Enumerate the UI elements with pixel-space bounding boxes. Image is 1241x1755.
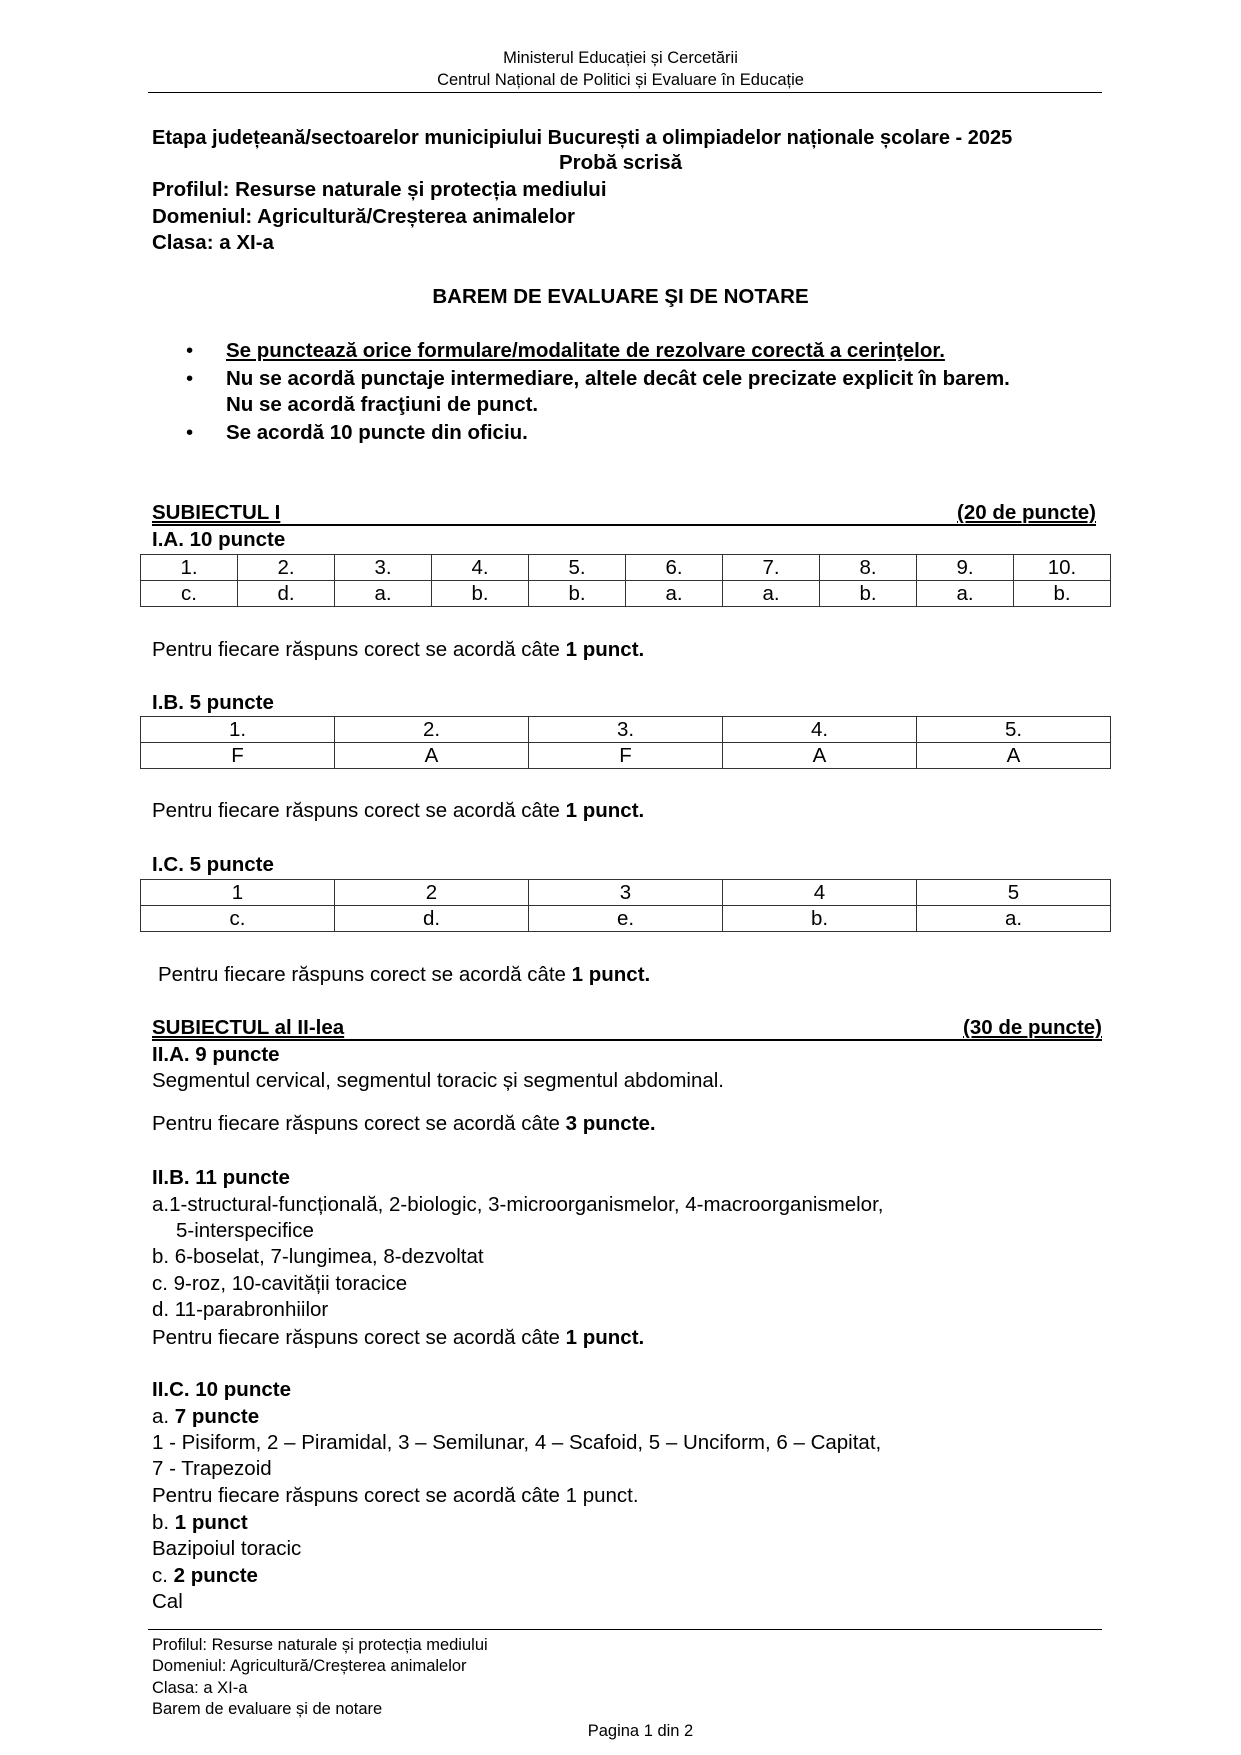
question-number-cell: 7. — [723, 555, 820, 581]
answer-cell: d. — [335, 906, 529, 932]
answer-cell: a. — [917, 581, 1014, 607]
answers-table-1a — [140, 554, 1111, 607]
answer-cell: c. — [141, 581, 238, 607]
domain: Domeniul: Agricultură/Creșterea animalelor — [152, 205, 576, 228]
answer-cell: A — [335, 743, 529, 769]
section-2c-c-label: c. 2 puncte — [152, 1564, 258, 1587]
answer-cell: F — [529, 743, 723, 769]
rule-item: Nu se acordă punctaje intermediare, altele decât cele precizate explicit în barem. — [226, 367, 1010, 390]
footer-class: Clasa: a XI-a — [152, 1679, 248, 1697]
question-number-cell: 4. — [432, 555, 529, 581]
section-1a-note: Pentru fiecare răspuns corect se acordă câte 1 punct. — [152, 638, 645, 661]
question-number-cell: 10. — [1014, 555, 1111, 581]
rule-item: Se acordă 10 puncte din oficiu. — [226, 421, 528, 444]
section-2a-answer: Segmentul cervical, segmentul toracic și segmentul abdominal. — [152, 1069, 724, 1092]
answer-cell: A — [723, 743, 917, 769]
section-2b-line: b. 6-boselat, 7-lungimea, 8-dezvoltat — [152, 1245, 484, 1268]
answer-cell: a. — [626, 581, 723, 607]
question-number-cell: 2 — [335, 880, 529, 906]
section-2c-a-answer: 7 - Trapezoid — [152, 1457, 272, 1480]
question-number-cell: 1. — [141, 717, 335, 743]
footer-document: Barem de evaluare și de notare — [152, 1700, 383, 1718]
footer-domain: Domeniul: Agricultură/Creșterea animalelor — [152, 1657, 467, 1675]
section-1c-label: I.C. 5 puncte — [152, 853, 274, 876]
section-2b-line: a.1-structural-funcțională, 2-biologic, 3-microorganismelor, 4-macroorganismelor, — [152, 1193, 884, 1216]
subject-1-heading — [152, 500, 1096, 526]
answers-table-1c — [140, 879, 1111, 932]
answer-cell: b. — [529, 581, 626, 607]
answer-cell: A — [917, 743, 1111, 769]
answer-cell: a. — [723, 581, 820, 607]
header-ministry: Ministerul Educației și Cercetării — [503, 49, 738, 67]
class: Clasa: a XI-a — [152, 231, 274, 254]
exam-subtitle: Probă scrisă — [558, 151, 683, 174]
question-number-cell: 4 — [723, 880, 917, 906]
section-2b-line: 5-interspecifice — [176, 1219, 314, 1242]
document-title: BAREM DE EVALUARE ŞI DE NOTARE — [432, 285, 809, 308]
question-number-cell: 9. — [917, 555, 1014, 581]
question-number-cell: 5. — [917, 717, 1111, 743]
question-number-cell: 4. — [723, 717, 917, 743]
question-number-cell: 2. — [335, 717, 529, 743]
question-number-cell: 3 — [529, 880, 723, 906]
question-number-cell: 2. — [238, 555, 335, 581]
section-2a-label: II.A. 9 puncte — [152, 1043, 280, 1066]
answer-cell: e. — [529, 906, 723, 932]
answer-cell: a. — [335, 581, 432, 607]
section-2c-a-answer: 1 - Pisiform, 2 – Piramidal, 3 – Semilunar, 4 – Scafoid, 5 – Unciform, 6 – Capitat, — [152, 1431, 882, 1454]
rule-item: Se punctează orice formulare/modalitate de rezolvare corectă a cerinţelor. — [226, 339, 945, 362]
question-number-cell: 3. — [529, 717, 723, 743]
answer-cell: b. — [1014, 581, 1111, 607]
subject-1-points: (20 de puncte) — [957, 501, 1096, 524]
section-2a-note: Pentru fiecare răspuns corect se acordă câte 3 puncte. — [152, 1112, 656, 1135]
footer-divider — [148, 1629, 1102, 1630]
answer-cell: F — [141, 743, 335, 769]
answer-cell: b. — [820, 581, 917, 607]
subject-2-heading — [152, 1015, 1102, 1041]
header-divider — [148, 92, 1102, 93]
section-1c-note: Pentru fiecare răspuns corect se acordă câte 1 punct. — [158, 963, 651, 986]
answer-cell: b. — [432, 581, 529, 607]
section-2b-label: II.B. 11 puncte — [152, 1166, 290, 1189]
profile: Profilul: Resurse naturale și protecția mediului — [152, 178, 607, 201]
question-number-cell: 5. — [529, 555, 626, 581]
section-2b-line: c. 9-roz, 10-cavității toracice — [152, 1272, 408, 1295]
section-2b-note: Pentru fiecare răspuns corect se acordă câte 1 punct. — [152, 1326, 645, 1349]
answer-cell: b. — [723, 906, 917, 932]
answer-cell: a. — [917, 906, 1111, 932]
answer-cell: d. — [238, 581, 335, 607]
section-2c-b-label: b. 1 punct — [152, 1511, 248, 1534]
subject-1-title: SUBIECTUL I — [152, 501, 281, 524]
section-2c-a-note: Pentru fiecare răspuns corect se acordă câte 1 punct. — [152, 1484, 639, 1507]
footer-profile: Profilul: Resurse naturale și protecția mediului — [152, 1636, 488, 1654]
header-center: Centrul Național de Politici și Evaluare în Educație — [437, 71, 804, 89]
page-number: Pagina 1 din 2 — [587, 1722, 694, 1740]
subject-2-points: (30 de puncte) — [963, 1016, 1102, 1039]
section-1b-label: I.B. 5 puncte — [152, 691, 274, 714]
section-2b-line: d. 11-parabronhiilor — [152, 1298, 329, 1321]
question-number-cell: 3. — [335, 555, 432, 581]
section-1b-note: Pentru fiecare răspuns corect se acordă câte 1 punct. — [152, 799, 645, 822]
section-2c-a-label: a. 7 puncte — [152, 1405, 260, 1428]
exam-title: Etapa județeană/sectoarelor municipiului București a olimpiadelor naționale școlare - 2025 — [152, 127, 1013, 149]
section-2c-b-answer: Bazipoiul toracic — [152, 1537, 302, 1560]
answer-cell: c. — [141, 906, 335, 932]
section-2c-label: II.C. 10 puncte — [152, 1378, 291, 1401]
section-1a-label: I.A. 10 puncte — [152, 528, 286, 551]
question-number-cell: 8. — [820, 555, 917, 581]
question-number-cell: 1. — [141, 555, 238, 581]
subject-2-title: SUBIECTUL al II-lea — [152, 1016, 345, 1039]
section-2c-c-answer: Cal — [152, 1590, 183, 1613]
question-number-cell: 5 — [917, 880, 1111, 906]
question-number-cell: 1 — [141, 880, 335, 906]
question-number-cell: 6. — [626, 555, 723, 581]
rule-item: Nu se acordă fracţiuni de punct. — [226, 393, 539, 416]
answers-table-1b — [140, 716, 1111, 769]
